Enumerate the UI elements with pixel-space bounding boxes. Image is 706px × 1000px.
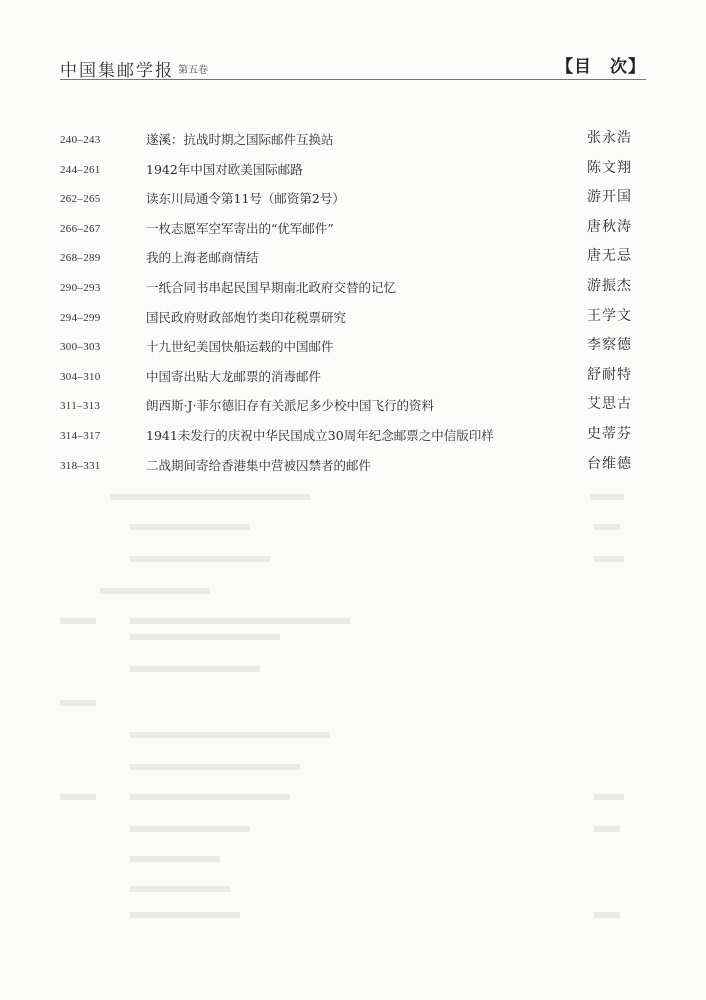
toc-entry	[60, 393, 646, 423]
page-header	[60, 52, 646, 82]
toc-page-range: 266–267	[60, 222, 101, 235]
toc-author: 舒耐特	[587, 366, 632, 383]
toc-entry	[60, 245, 646, 275]
toc-author: 唐秋涛	[587, 218, 632, 235]
toc-article-title: 二战期间寄给香港集中营被囚禁者的邮件	[146, 457, 372, 473]
toc-entry	[60, 423, 646, 453]
toc-page-range: 318–331	[60, 459, 101, 472]
journal-title: 中国集邮学报	[60, 61, 174, 81]
toc-author: 李察德	[587, 337, 632, 354]
toc-page-range: 314–317	[60, 429, 101, 442]
toc-page-range: 304–310	[60, 370, 101, 383]
header-divider	[60, 79, 646, 80]
toc-article-title: 1942年中国对欧美国际邮路	[146, 161, 303, 177]
toc-article-title: 1941未发行的庆祝中华民国成立30周年纪念邮票之中信版印样	[146, 427, 494, 443]
toc-author: 张永浩	[587, 130, 632, 146]
volume-label: 第五卷	[178, 65, 208, 76]
toc-article-title: 十九世纪美国快船运载的中国邮件	[146, 339, 334, 355]
toc-page-range: 290–293	[60, 281, 101, 294]
toc-page-range: 311–313	[60, 400, 101, 413]
toc-article-title: 我的上海老邮商情结	[146, 250, 259, 266]
toc-entry	[60, 127, 646, 157]
toc-author: 游开国	[587, 189, 632, 206]
toc-entry	[60, 453, 646, 483]
toc-page-range: 294–299	[60, 311, 101, 324]
toc-page-range: 300–303	[60, 341, 101, 354]
toc-entry	[60, 216, 646, 246]
toc-author: 台维德	[587, 455, 632, 472]
toc-article-title: 朗西斯·J·菲尔德旧存有关派尼多少校中国飞行的资料	[146, 398, 434, 414]
toc-author: 唐无忌	[587, 248, 632, 265]
toc-page-range: 240–243	[60, 134, 101, 146]
toc-author: 艾思古	[587, 396, 632, 413]
toc-entry	[60, 334, 646, 364]
toc-author: 陈文翔	[587, 159, 632, 176]
toc-author: 王学文	[587, 307, 632, 324]
toc-entry	[60, 305, 646, 335]
toc-author: 游振杰	[587, 277, 632, 294]
toc-page-range: 268–289	[60, 252, 101, 265]
toc-article-title: 中国寄出贴大龙邮票的消毒邮件	[146, 368, 322, 384]
toc-article-title: 国民政府财政部炮竹类印花税票研究	[146, 309, 347, 325]
toc-entry	[60, 275, 646, 305]
toc-author: 史蒂芬	[587, 425, 632, 442]
toc-entry	[60, 186, 646, 216]
section-label: 【目 次】	[556, 57, 646, 77]
toc-article-title: 一枚志愿军空军寄出的“优军邮件”	[146, 220, 334, 236]
toc-page-range: 262–265	[60, 193, 101, 206]
toc-article-title: 遂溪：抗战时期之国际邮件互换站	[146, 132, 334, 147]
toc-page-range: 244–261	[60, 163, 101, 176]
table-of-contents	[60, 127, 646, 482]
toc-entry	[60, 364, 646, 394]
toc-article-title: 一纸合同书串起民国早期南北政府交替的记忆	[146, 279, 397, 295]
toc-article-title: 读东川局通令第11号（邮资第2号）	[146, 191, 345, 207]
toc-entry	[60, 157, 646, 187]
